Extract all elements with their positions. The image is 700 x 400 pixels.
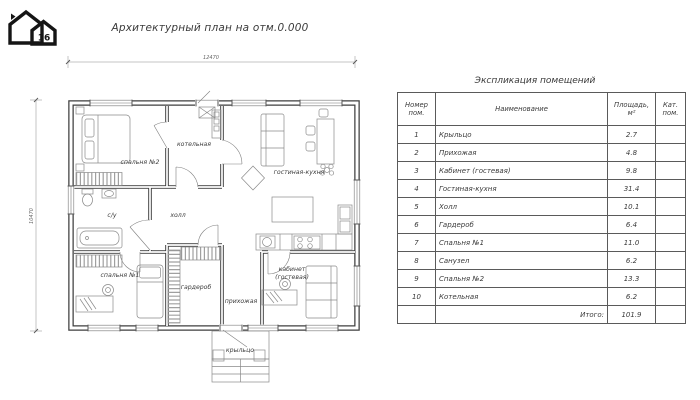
dimension-lines [29, 55, 357, 333]
room-label-wc: с/у [107, 212, 117, 219]
logo-number: 16 [37, 33, 51, 44]
header-num: Номер пом. [398, 93, 436, 126]
table-title: Экспликация помещений [474, 76, 596, 86]
room-label-hall: холл [170, 212, 186, 219]
header-cat: Кат. пом. [656, 93, 686, 126]
floor-plan [0, 40, 395, 400]
room-label-wardrobe: гардероб [180, 284, 212, 291]
total-label: Итого: [436, 306, 608, 324]
table-row: 6 Гардероб 6.4 [398, 216, 686, 234]
room-label-boiler: котельная [176, 141, 212, 148]
table-row: 4 Гостиная-кухня 31.4 [398, 180, 686, 198]
page-title: Архитектурный план на отм.0.000 [111, 22, 309, 34]
furniture-boiler-room [199, 107, 221, 138]
header-area: Площадь, м² [608, 93, 656, 126]
table-row: 3 Кабинет (гостевая) 9.8 [398, 162, 686, 180]
table-row: 9 Спальня №2 13.3 [398, 270, 686, 288]
table-row: 2 Прихожая 4.8 [398, 144, 686, 162]
room-label-bedroom2: спальня №2 [120, 159, 160, 166]
table-row: 1 Крыльцо 2.7 [398, 126, 686, 144]
room-label-porch: крыльцо [225, 347, 255, 354]
header-name: Наименование [436, 93, 608, 126]
furniture-bedroom1 [76, 255, 163, 318]
porch [212, 331, 269, 382]
dim-width-label: 12470 [203, 55, 219, 61]
room-label-living-kitchen: гостиная-кухня [273, 169, 325, 176]
table-row: 7 Спальня №1 11.0 [398, 234, 686, 252]
explication-table [397, 92, 686, 324]
furniture-bedroom2 [76, 107, 130, 186]
room-label-office-line2: (гостевая) [275, 274, 309, 281]
furniture-living-kitchen [242, 109, 353, 250]
room-label-bedroom1: спальня №1 [100, 272, 140, 279]
room-label-office-line1: кабинет [278, 266, 306, 273]
table-row: 10 Котельная 6.2 [398, 288, 686, 306]
table-row: 5 Холл 10.1 [398, 198, 686, 216]
total-value: 101.9 [608, 306, 656, 324]
table-total-row [398, 306, 686, 324]
table-row: 8 Санузел 6.2 [398, 252, 686, 270]
table-header-row [398, 93, 686, 126]
room-label-entry: прихожая [224, 298, 258, 305]
dim-height-label: 10470 [29, 208, 35, 224]
